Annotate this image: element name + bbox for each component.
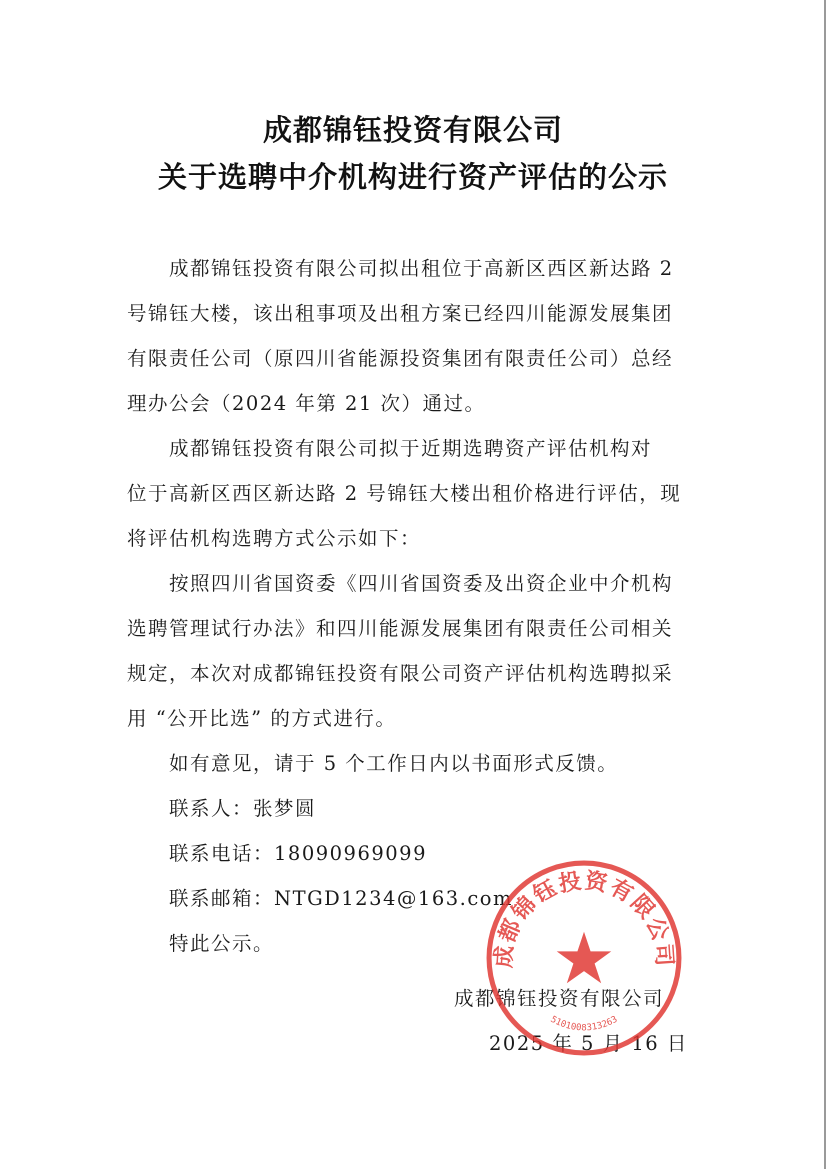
- seal-arc-text: 成都锦钰投资有限公司: [490, 867, 678, 969]
- company-seal: [483, 857, 685, 1059]
- seal-star-icon: [557, 932, 612, 984]
- title-line-1: 成都锦钰投资有限公司: [262, 113, 563, 147]
- paragraph-3-line-1: 按照四川省国资委《四川省国资委及出资企业中介机构: [169, 572, 674, 595]
- paragraph-3-line-4: 用 “公开比选” 的方式进行。: [127, 707, 397, 730]
- signature-company: 成都锦钰投资有限公司: [454, 987, 665, 1010]
- svg-text:5101008313263: [549, 1015, 620, 1034]
- paragraph-1-line-3: 有限责任公司（原四川省能源投资集团有限责任公司）总经: [127, 347, 674, 370]
- contact-phone: 联系电话：18090969099: [169, 842, 427, 865]
- paragraph-2-line-1: 成都锦钰投资有限公司拟于近期选聘资产评估机构对: [169, 437, 653, 460]
- paragraph-2-line-3: 将评估机构选聘方式公示如下：: [127, 527, 422, 550]
- title-line-2: 关于选聘中介机构进行资产评估的公示: [157, 160, 668, 194]
- paragraph-3-line-3: 规定，本次对成都锦钰投资有限公司资产评估机构选聘拟采: [127, 662, 674, 685]
- paragraph-2-line-2: 位于高新区西区新达路 2 号锦钰大楼出租价格进行评估，现: [127, 482, 682, 505]
- paragraph-3-line-2: 选聘管理试行办法》和四川能源发展集团有限责任公司相关: [127, 617, 674, 640]
- paragraph-1-line-2: 号锦钰大楼，该出租事项及出租方案已经四川能源发展集团: [127, 302, 674, 325]
- closing-line: 特此公示。: [169, 932, 275, 955]
- paragraph-1-line-1: 成都锦钰投资有限公司拟出租位于高新区西区新达路 2: [169, 257, 674, 280]
- signature-date: 2025 年 5 月 16 日: [489, 1032, 688, 1055]
- feedback-line: 如有意见，请于 5 个工作日内以书面形式反馈。: [169, 752, 619, 775]
- paragraph-1-line-4: 理办公会（2024 年第 21 次）通过。: [127, 392, 486, 415]
- seal-code: 5101008313263: [548, 1014, 620, 1034]
- contact-email: 联系邮箱：NTGD1234@163.com: [169, 887, 513, 910]
- contact-person: 联系人：张梦圆: [169, 797, 317, 820]
